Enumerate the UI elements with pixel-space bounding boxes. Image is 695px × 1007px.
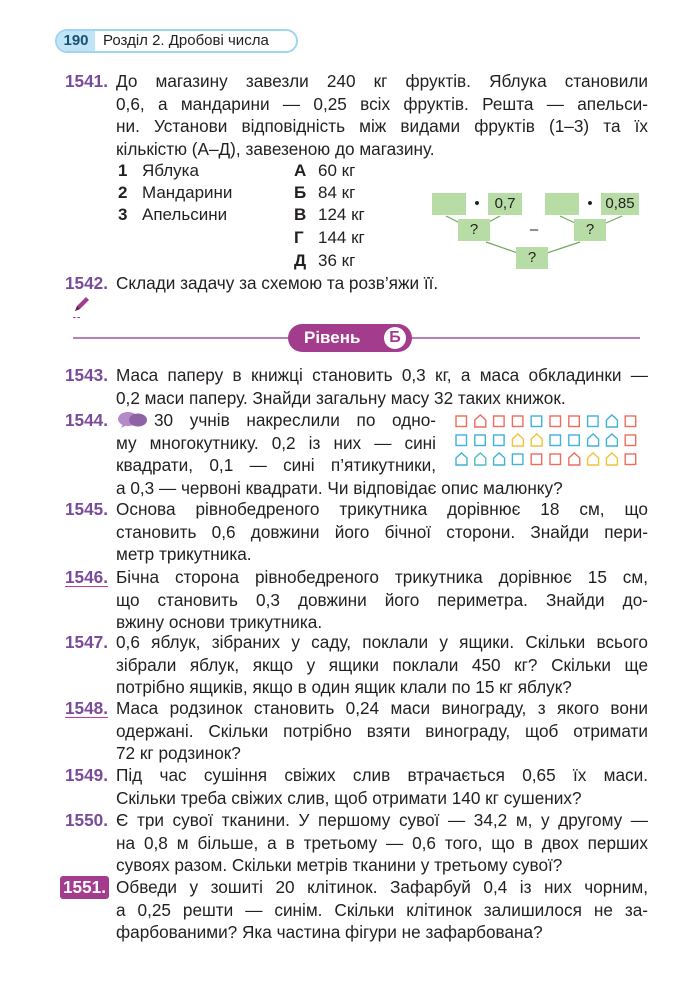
square-shape — [625, 435, 636, 446]
problem-1551 — [65, 876, 648, 944]
polygons-figure — [455, 414, 643, 470]
problem-text-line: одержані. Скільки потрібно взяти винограду, щоб отримати — [116, 720, 648, 741]
problem-text-line: 0,2 маси паперу. Знайди загальну масу 32 таких книжок. — [116, 387, 566, 408]
option-d: Д 36 кг — [294, 251, 356, 270]
problem-text-line: Обведи у зошиті 20 клітинок. Зафарбуй 0,4 із них чорним, — [116, 877, 648, 897]
square-shape — [588, 416, 599, 427]
square-shape — [512, 416, 523, 427]
square-shape — [494, 416, 505, 427]
pentagon-shape — [606, 415, 617, 427]
problem-number: 1544. — [65, 410, 109, 430]
problem-text-line: 0,6 яблук, зібраних у саду, поклали у ящики. Скільки всього — [116, 632, 648, 652]
square-shape — [456, 416, 467, 427]
problem-number: 1547. — [65, 632, 109, 652]
problem-text-line: що становить 0,3 довжини його периметра. Знайди до- — [116, 589, 648, 610]
square-shape — [531, 416, 542, 427]
problem-text-line: Під час сушіння свіжих слив втрачається 0,65 їх маси. — [116, 765, 648, 785]
problem-number: 1551. — [60, 876, 109, 899]
problem-number: 1545. — [65, 499, 109, 519]
problem-1546 — [65, 566, 648, 634]
pentagon-shape — [475, 415, 486, 427]
level-badge — [288, 324, 412, 352]
minus-sign: – — [529, 221, 539, 238]
square-shape — [456, 435, 467, 446]
pentagon-shape — [606, 453, 617, 465]
square-shape — [625, 416, 636, 427]
option-2: 2 Мандарини — [118, 183, 233, 202]
unknown-box: ? — [458, 219, 490, 241]
problem-text-line: Бічна сторона рівнобедреного трикутника дорівнює 15 см, — [116, 567, 648, 587]
problem-text-line: зібрали яблук, якщо у ящики поклали 450 кг? Скільки ще — [116, 654, 648, 675]
problem-1543 — [65, 364, 648, 409]
problem-number: 1550. — [65, 810, 109, 830]
pentagon-shape — [588, 453, 599, 465]
problem-1541 — [65, 70, 648, 160]
section-title: Розділ 2. Дробові числа — [103, 32, 269, 49]
option-3: 3 Апельсини — [118, 205, 228, 224]
square-shape — [550, 416, 561, 427]
factor-box: 0,85 — [601, 193, 639, 215]
problem-text-line: Є три сувої тканини. У першому сувої — 34,2 м, у другому — — [116, 810, 648, 830]
problem-number: 1548. — [65, 698, 109, 718]
problem-number: 1543. — [65, 365, 109, 385]
problem-1545 — [65, 498, 648, 566]
pentagon-shape — [494, 453, 505, 465]
problem-1548 — [65, 697, 648, 765]
pentagon-shape — [531, 434, 542, 446]
problem-text-line: Маса родзинок становить 0,24 маси винограду, з якого вони — [116, 698, 648, 718]
problem-text-line: му многокутнику. 0,2 із них — сині — [116, 432, 436, 453]
page-header — [55, 29, 298, 53]
discussion-icon — [117, 411, 149, 429]
level-label: Рівень — [304, 328, 361, 347]
problem-text-line: ни. Установи відповідність між видами фруктів (1–3) та їх — [116, 116, 648, 137]
pentagon-shape — [456, 453, 467, 465]
problem-number: 1546. — [65, 567, 109, 587]
pencil-icon — [72, 294, 92, 314]
problem-text-line: кількістю (А–Д), завезеною до магазину. — [116, 138, 435, 159]
problem-text-line: Маса паперу в книжці становить 0,3 кг, а маса обкладинки — — [116, 365, 648, 385]
problem-1549 — [65, 764, 648, 809]
square-shape — [550, 454, 561, 465]
problem-number: 1542. — [65, 273, 109, 293]
option-b: Б 84 кг — [294, 183, 356, 202]
problem-text-line: становить 0,6 довжини його бічної сторони. Знайди пери- — [116, 521, 648, 542]
option-1: 1 Яблука — [118, 161, 199, 180]
pentagon-shape — [512, 434, 523, 446]
square-shape — [550, 435, 561, 446]
problem-text-line: вжину основи трикутника. — [116, 612, 323, 633]
level-letter: Б — [384, 327, 406, 349]
problem-text-line: 72 кг родзинок? — [116, 743, 241, 764]
problem-text-line: квадрати, 0,1 — сині п’ятикутники, — [116, 455, 436, 476]
pencil-dash — [73, 317, 80, 318]
page-number: 190 — [57, 31, 95, 51]
square-shape — [475, 435, 486, 446]
pentagon-shape — [588, 434, 599, 446]
problem-text-line: сувоях разом. Скільки метрів тканини у третьому сувої? — [116, 855, 563, 876]
problem-number: 1541. — [65, 71, 109, 91]
square-shape — [494, 435, 505, 446]
problem-1542 — [65, 272, 648, 295]
problem-text-line: фарбованими? Яка частина фігури не зафарбована? — [116, 922, 543, 943]
problem-text-line: а 0,3 — червоні квадрати. Чи відповідає опис малюнку? — [116, 477, 563, 498]
unknown-box: ? — [574, 219, 606, 241]
pentagon-shape — [606, 434, 617, 446]
unknown-box: ? — [516, 247, 548, 269]
square-shape — [569, 435, 580, 446]
square-shape — [625, 454, 636, 465]
option-g: Г 144 кг — [294, 228, 365, 247]
problem-text-line: а 0,25 решти — синім. Скільки клітинок залишилося не за- — [116, 899, 648, 920]
multiply-sign: • — [587, 195, 593, 212]
factor-box: 0,7 — [488, 193, 522, 215]
problem-text-line: Скільки треба свіжих слив, щоб отримати 140 кг сушених? — [116, 787, 582, 808]
polygons-grid — [455, 414, 643, 470]
problem-1547 — [65, 631, 648, 699]
pentagon-shape — [569, 453, 580, 465]
square-shape — [569, 416, 580, 427]
scheme-empty-box — [432, 193, 466, 215]
problem-text-line: на 0,8 м більше, а в третьому — 0,6 того, що в двох перших — [116, 832, 648, 853]
multiply-sign: • — [474, 195, 480, 212]
pentagon-shape — [475, 453, 486, 465]
square-shape — [531, 454, 542, 465]
option-a: А 60 кг — [294, 161, 356, 180]
problem-text-line: 0,6, а мандарини — 0,25 всіх фруктів. Решта — апельси- — [116, 93, 648, 114]
problem-text-line: метр трикутника. — [116, 544, 252, 565]
problem-text-line: Основа рівнобедреного трикутника дорівнює 18 см, що — [116, 499, 648, 519]
problem-text: Склади задачу за схемою та розв’яжи її. — [116, 273, 439, 293]
scheme-empty-box — [545, 193, 579, 215]
problem-1550 — [65, 809, 648, 877]
problem-number: 1549. — [65, 765, 109, 785]
problem-text-line: потрібно ящиків, якщо в один ящик клали по 15 кг яблук? — [116, 677, 572, 698]
problem-text-line: До магазину завезли 240 кг фруктів. Яблука становили — [116, 71, 648, 91]
square-shape — [512, 454, 523, 465]
option-v: В 124 кг — [294, 205, 365, 224]
problem-text-line: 30 учнів накреслили по одно- — [154, 410, 436, 430]
